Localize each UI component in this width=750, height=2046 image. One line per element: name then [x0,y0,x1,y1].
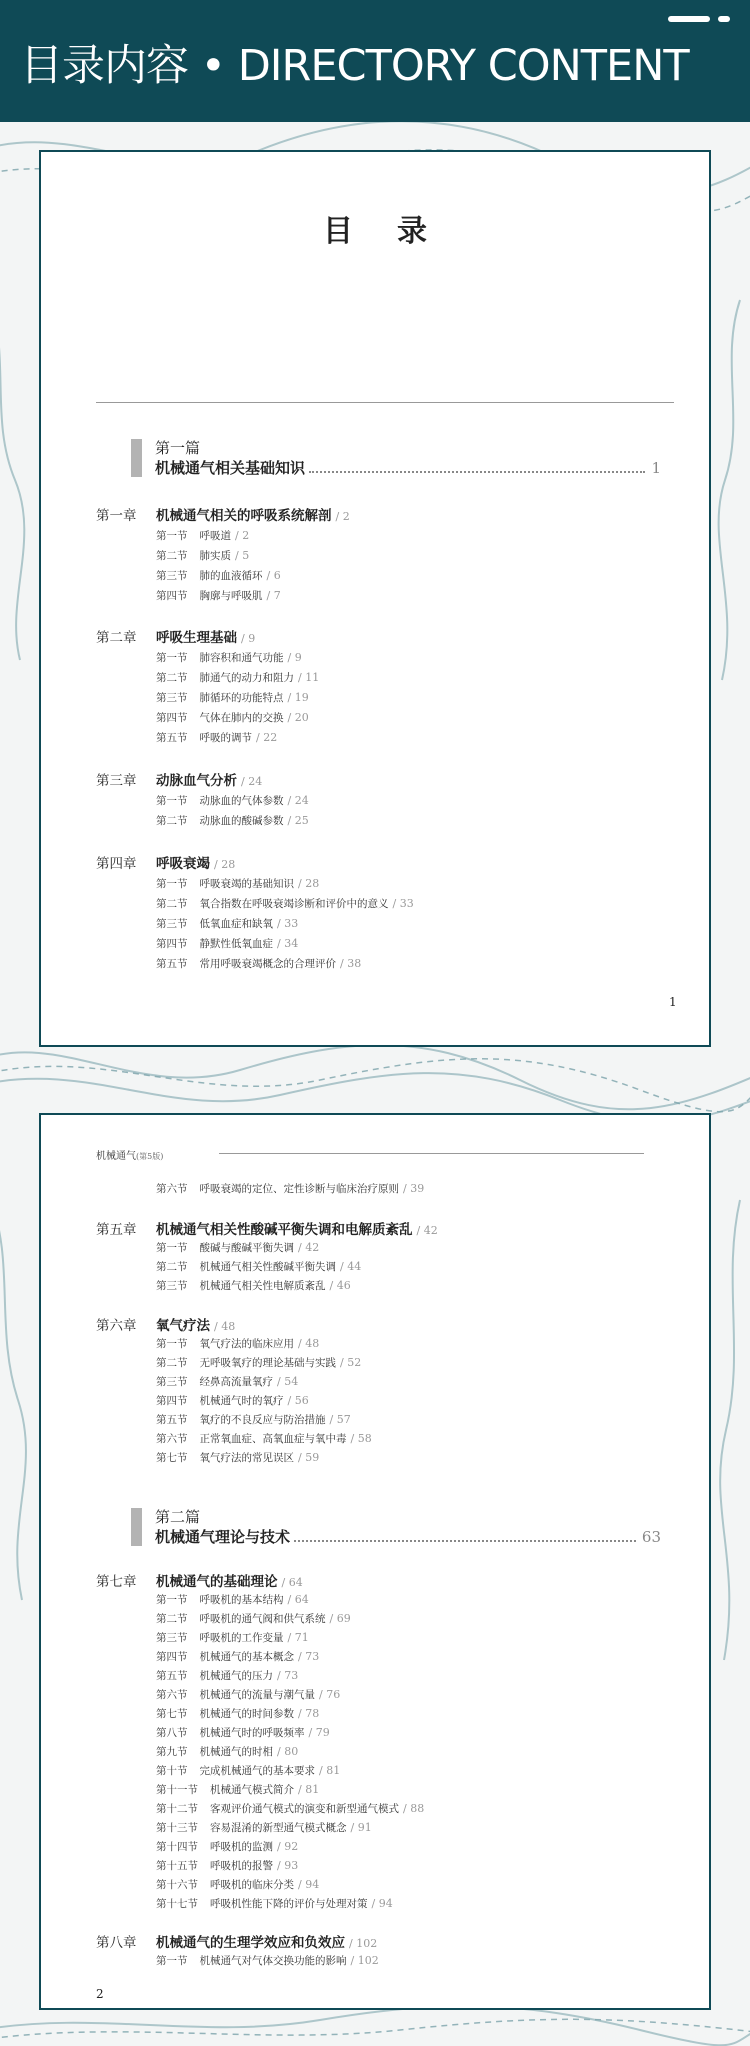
section-page: / 81 [319,1764,341,1777]
section-number: 第一节 [156,530,188,542]
section-number: 第一节 [156,795,188,807]
chapter-entry [96,1931,377,1951]
chapter-page: / 48 [214,1320,236,1333]
section-title: 呼吸机的通气阀和供气系统 [199,1613,326,1625]
section-title: 呼吸机的监测 [210,1841,273,1853]
section-page: / 9 [287,651,302,664]
section-title: 机械通气的基本概念 [199,1651,294,1663]
section-number: 第三节 [156,1280,188,1292]
section-title: 机械通气相关性酸碱平衡失调 [199,1261,336,1273]
section-title: 肺容积和通气功能 [199,652,284,664]
section-title: 容易混淆的新型通气模式概念 [210,1822,347,1834]
chapter-page: / 28 [214,858,236,871]
toc-page-1 [39,150,711,1047]
section-title: 机械通气的压力 [199,1670,273,1682]
section-number: 第一节 [156,1242,188,1254]
chapter-title: 氧气疗法 [156,1318,210,1334]
section-title: 氧气疗法的常见误区 [199,1452,294,1464]
part-number: 第二篇 [155,1508,201,1526]
toc-page-2 [39,1113,711,2010]
section-page: / 78 [298,1707,320,1720]
chapter-title: 机械通气相关的呼吸系统解剖 [156,508,332,524]
section-number: 第十三节 [156,1822,198,1834]
section-entry [156,1782,319,1797]
section-title: 机械通气模式简介 [210,1784,294,1796]
section-number: 第一节 [156,1594,188,1606]
section-title: 呼吸机性能下降的评价与处理对策 [210,1898,368,1910]
chapter-title: 机械通气相关性酸碱平衡失调和电解质紊乱 [156,1222,413,1238]
section-page: / 102 [350,1954,379,1967]
section-title: 呼吸机的基本结构 [199,1594,284,1606]
section-number: 第九节 [156,1746,188,1758]
chapter-entry [96,626,255,646]
section-number: 第一节 [156,1338,188,1350]
section-number: 第十二节 [156,1803,198,1815]
section-number: 第四节 [156,1395,188,1407]
section-number: 第四节 [156,1651,188,1663]
section-title: 肺循环的功能特点 [199,692,284,704]
section-page: / 56 [287,1394,309,1407]
section-entry [156,1611,351,1626]
section-entry [156,1412,351,1427]
section-entry [156,1240,319,1255]
section-entry [156,1801,424,1816]
section-entry [156,548,249,563]
section-number: 第二节 [156,1357,188,1369]
section-page: / 58 [350,1432,372,1445]
section-title: 机械通气对气体交换功能的影响 [199,1955,347,1967]
chapter-number: 第六章 [96,1318,137,1334]
section-entry [156,1181,424,1196]
section-page: / 44 [340,1260,362,1273]
chapter-title: 机械通气的基础理论 [156,1574,278,1590]
section-page: / 79 [308,1726,330,1739]
section-title: 呼吸机的临床分类 [210,1879,294,1891]
section-title: 酸碱与酸碱平衡失调 [199,1242,294,1254]
section-title: 呼吸的调节 [199,732,252,744]
section-title: 机械通气的流量与潮气量 [199,1689,315,1701]
section-page: / 80 [277,1745,299,1758]
section-page: / 2 [235,529,250,542]
section-number: 第二节 [156,898,188,910]
section-entry [156,1820,372,1835]
section-title: 静默性低氧血症 [199,938,273,950]
section-page: / 81 [298,1783,320,1796]
section-number: 第四节 [156,712,188,724]
section-number: 第七节 [156,1452,188,1464]
section-page: / 20 [287,711,309,724]
section-title: 气体在肺内的交换 [199,712,284,724]
section-entry [156,1374,298,1389]
section-title: 客观评价通气模式的演变和新型通气模式 [210,1803,399,1815]
section-entry [156,1744,298,1759]
part-marker-bar [131,1508,142,1546]
section-entry [156,936,298,951]
section-number: 第一节 [156,652,188,664]
section-entry [156,956,361,971]
section-number: 第二节 [156,815,188,827]
section-number: 第六节 [156,1433,188,1445]
chapter-entry [96,1218,438,1238]
section-number: 第十五节 [156,1860,198,1872]
section-number: 第二节 [156,1613,188,1625]
section-page: / 64 [287,1593,309,1606]
section-entry [156,1687,340,1702]
section-title: 肺的血液循环 [199,570,263,582]
part-title: 机械通气相关基础知识 [155,459,306,477]
chapter-page: / 9 [241,632,256,645]
section-title: 机械通气时的呼吸频率 [199,1727,305,1739]
section-page: / 33 [277,917,299,930]
section-title: 呼吸道 [199,530,231,542]
chapter-entry [96,1570,303,1590]
section-number: 第四节 [156,590,188,602]
leader-dots [309,471,645,473]
section-title: 氧疗的不良反应与防治措施 [199,1414,326,1426]
section-page: / 93 [277,1859,299,1872]
section-number: 第二节 [156,550,188,562]
section-page: / 88 [403,1802,425,1815]
section-title: 完成机械通气的基本要求 [199,1765,315,1777]
section-page: / 6 [266,569,281,582]
section-number: 第七节 [156,1708,188,1720]
section-entry [156,1393,309,1408]
section-title: 低氧血症和缺氧 [199,918,273,930]
section-entry [156,690,309,705]
section-entry [156,1953,379,1968]
section-title: 动脉血的气体参数 [199,795,284,807]
section-entry [156,1259,361,1274]
section-entry [156,1839,298,1854]
section-entry [156,650,302,665]
chapter-entry [96,1314,235,1334]
section-number: 第十四节 [156,1841,198,1853]
section-number: 第三节 [156,918,188,930]
section-number: 第二节 [156,672,188,684]
chapter-title: 机械通气的生理学效应和负效应 [156,1935,345,1951]
running-head-edition: (第5版) [136,1152,164,1161]
chapter-page: / 64 [281,1576,303,1589]
section-page: / 57 [329,1413,351,1426]
section-number: 第二节 [156,1261,188,1273]
chapter-page: / 2 [335,510,350,523]
part-entry [131,1506,661,1548]
running-head-rule [219,1153,644,1154]
section-number: 第六节 [156,1183,188,1195]
section-entry [156,1858,298,1873]
section-page: / 69 [329,1612,351,1625]
section-entry [156,1592,309,1607]
section-number: 第三节 [156,570,188,582]
section-title: 氧合指数在呼吸衰竭诊断和评价中的意义 [199,898,389,910]
section-page: / 92 [277,1840,299,1853]
section-title: 机械通气相关性电解质紊乱 [199,1280,326,1292]
chapter-page: / 24 [241,775,263,788]
chapter-number: 第三章 [96,773,137,789]
section-page: / 48 [298,1337,320,1350]
section-entry [156,896,414,911]
part-page-number: 63 [641,1528,661,1546]
section-title: 肺通气的动力和阻力 [199,672,294,684]
section-title: 常用呼吸衰竭概念的合理评价 [199,958,336,970]
section-title: 经鼻高流量氧疗 [199,1376,273,1388]
section-title: 氧气疗法的临床应用 [199,1338,294,1350]
section-title: 胸廓与呼吸肌 [199,590,263,602]
chapter-number: 第四章 [96,856,137,872]
section-entry [156,568,281,583]
section-number: 第三节 [156,692,188,704]
section-title: 正常氧血症、高氧血症与氧中毒 [199,1433,347,1445]
section-entry [156,876,319,891]
page-folio: 1 [669,995,677,1009]
section-entry [156,1763,340,1778]
section-number: 第五节 [156,732,188,744]
chapter-page: / 102 [349,1937,378,1950]
section-title: 呼吸衰竭的定位、定性诊断与临床治疗原则 [199,1183,399,1195]
section-number: 第三节 [156,1376,188,1388]
section-number: 第十节 [156,1765,188,1777]
section-page: / 39 [403,1182,425,1195]
section-page: / 91 [350,1821,372,1834]
chapter-number: 第五章 [96,1222,137,1238]
section-entry [156,916,298,931]
section-entry [156,710,309,725]
running-head-title: 机械通气 [96,1151,136,1162]
section-number: 第十六节 [156,1879,198,1891]
title-divider [96,402,674,403]
section-entry [156,1896,393,1911]
section-page: / 34 [277,937,299,950]
section-number: 第五节 [156,1414,188,1426]
section-page: / 52 [340,1356,362,1369]
toc-title: 目录 [323,214,471,249]
section-page: / 5 [235,549,250,562]
chapter-number: 第八章 [96,1935,137,1951]
section-entry [156,1630,309,1645]
section-number: 第五节 [156,1670,188,1682]
section-page: / 76 [319,1688,341,1701]
section-entry [156,528,249,543]
section-number: 第十七节 [156,1898,198,1910]
section-page: / 71 [287,1631,309,1644]
section-title: 机械通气的时相 [199,1746,273,1758]
section-entry [156,793,309,808]
chapter-entry [96,769,262,789]
section-entry [156,730,277,745]
chapter-number: 第一章 [96,508,137,524]
section-title: 动脉血的酸碱参数 [199,815,284,827]
section-page: / 11 [298,671,320,684]
chapter-entry [96,852,235,872]
part-number: 第一篇 [155,439,201,457]
leader-dots [294,1540,636,1542]
section-entry [156,1336,319,1351]
chapter-title: 呼吸衰竭 [156,856,210,872]
section-title: 机械通气时的氧疗 [199,1395,284,1407]
header-banner [0,0,750,122]
chapter-title: 呼吸生理基础 [156,630,237,646]
section-entry [156,670,319,685]
section-number: 第六节 [156,1689,188,1701]
section-entry [156,1278,351,1293]
section-entry [156,1649,319,1664]
section-page: / 7 [266,589,281,602]
header-title: 目录内容 • DIRECTORY CONTENT [20,41,689,91]
chapter-page: / 42 [416,1224,438,1237]
section-title: 机械通气的时间参数 [199,1708,294,1720]
section-page: / 19 [287,691,309,704]
section-page: / 25 [287,814,309,827]
section-page: / 42 [298,1241,320,1254]
section-page: / 28 [298,877,320,890]
section-page: / 94 [298,1878,320,1891]
section-number: 第一节 [156,1955,188,1967]
section-title: 肺实质 [199,550,231,562]
chapter-number: 第二章 [96,630,137,646]
chapter-entry [96,504,350,524]
section-entry [156,1431,372,1446]
section-page: / 94 [371,1897,393,1910]
part-entry [131,437,661,479]
running-head [96,1147,163,1162]
section-entry [156,588,281,603]
chapter-number: 第七章 [96,1574,137,1590]
header-decoration-bar [668,16,710,22]
section-title: 无呼吸氧疗的理论基础与实践 [199,1357,336,1369]
part-marker-bar [131,439,142,477]
section-page: / 73 [277,1669,299,1682]
section-page: / 24 [287,794,309,807]
section-page: / 59 [298,1451,320,1464]
section-page: / 46 [329,1279,351,1292]
section-page: / 33 [392,897,414,910]
section-title: 呼吸机的报警 [210,1860,273,1872]
section-entry [156,813,309,828]
part-title: 机械通气理论与技术 [155,1528,291,1546]
section-page: / 73 [298,1650,320,1663]
section-title: 呼吸机的工作变量 [199,1632,284,1644]
section-number: 第三节 [156,1632,188,1644]
section-entry [156,1450,319,1465]
header-decoration-dot [718,16,730,22]
section-entry [156,1355,361,1370]
section-number: 第一节 [156,878,188,890]
section-number: 第八节 [156,1727,188,1739]
section-page: / 38 [340,957,362,970]
page-folio: 2 [96,1987,104,2001]
chapter-title: 动脉血气分析 [156,773,237,789]
section-page: / 54 [277,1375,299,1388]
section-entry [156,1725,330,1740]
part-page-number: 1 [651,459,661,477]
section-title: 呼吸衰竭的基础知识 [199,878,294,890]
section-number: 第十一节 [156,1784,198,1796]
section-number: 第五节 [156,958,188,970]
section-entry [156,1706,319,1721]
section-number: 第四节 [156,938,188,950]
section-entry [156,1668,298,1683]
section-page: / 22 [256,731,278,744]
section-entry [156,1877,319,1892]
